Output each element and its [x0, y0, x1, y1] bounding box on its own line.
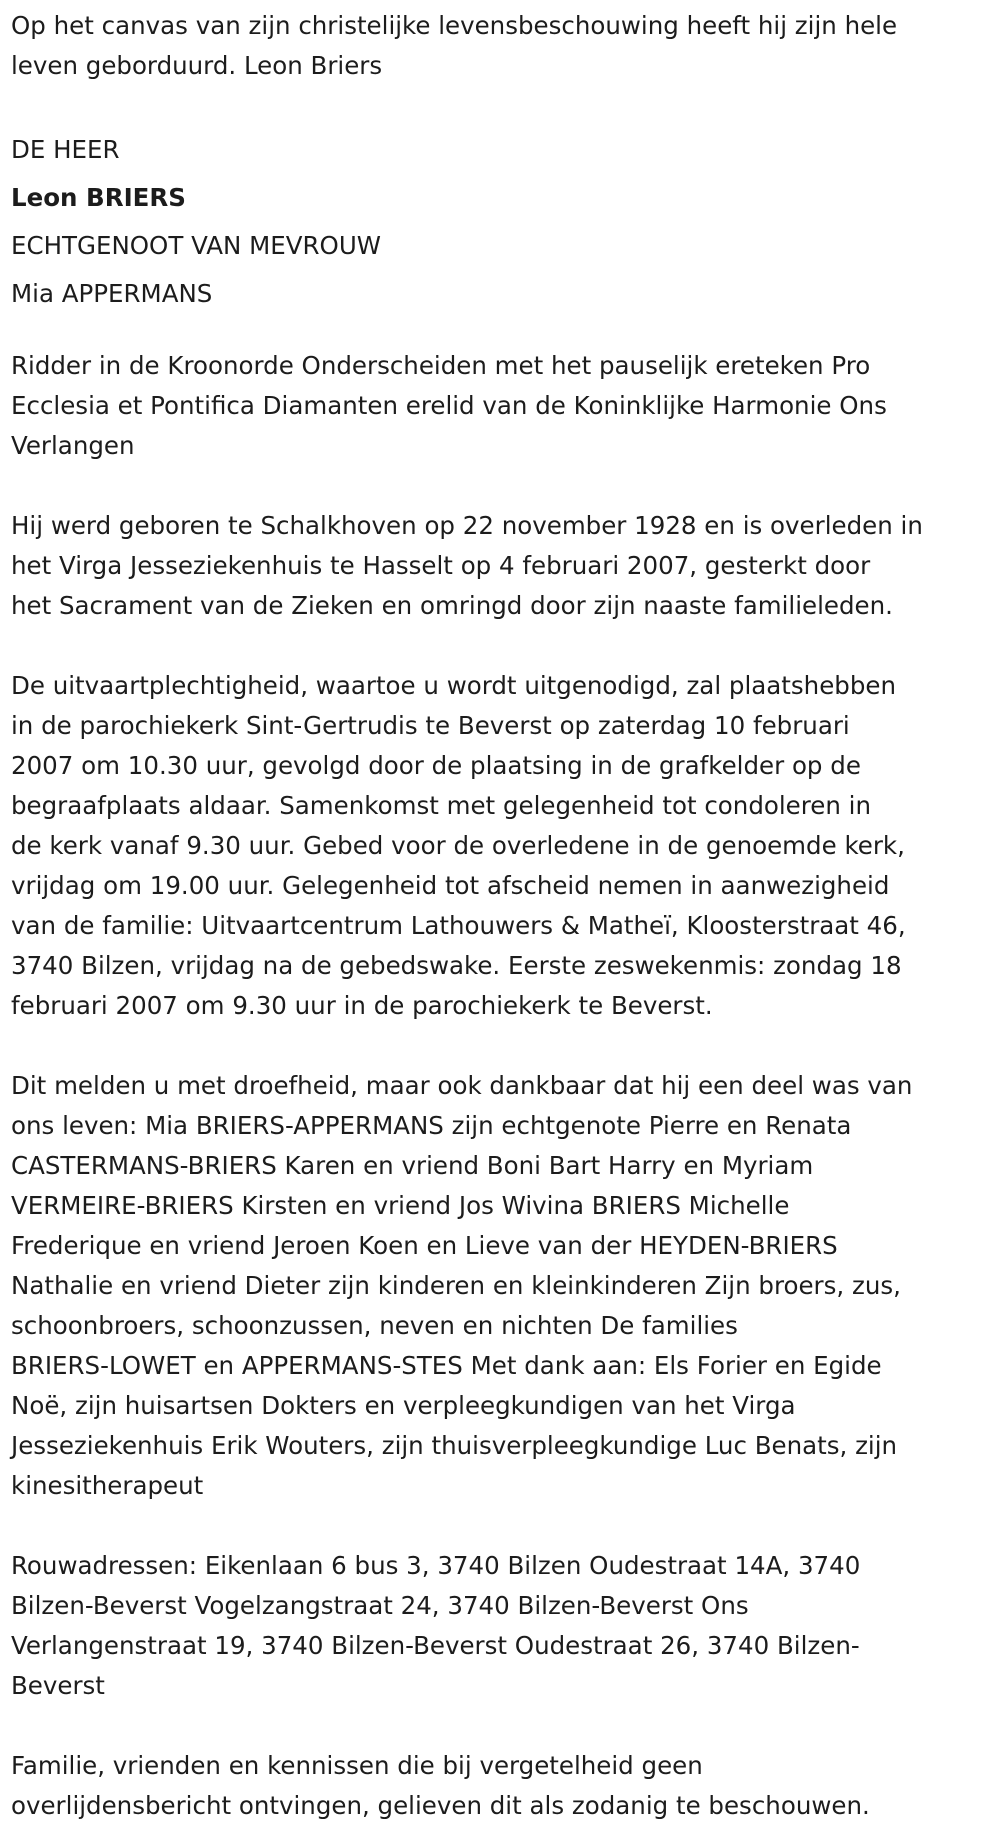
honours-line: Ecclesia et Pontifica Diamanten erelid van de Koninklijke Harmonie Ons	[11, 391, 887, 420]
funeral-line: De uitvaartplechtigheid, waartoe u wordt uitgenodigd, zal plaatshebben	[11, 671, 896, 700]
family-line: VERMEIRE-BRIERS Kirsten en vriend Jos Wivina BRIERS Michelle	[11, 1191, 790, 1220]
birth-death-line: het Virga Jesseziekenhuis te Hasselt op 4 februari 2007, gesterkt door	[11, 551, 871, 580]
address-line: Beverst	[11, 1671, 105, 1700]
family-paragraph	[11, 1066, 1000, 1506]
family-line: kinesitherapeut	[11, 1471, 204, 1500]
closing-line: Familie, vrienden en kennissen die bij vergetelheid geen	[11, 1751, 703, 1780]
birth-death-line: Hij werd geboren te Schalkhoven op 22 november 1928 en is overleden in	[11, 511, 923, 540]
honours-paragraph	[11, 346, 1000, 466]
address-line: Bilzen-Beverst Vogelzangstraat 24, 3740 Bilzen-Beverst Ons	[11, 1591, 749, 1620]
family-line: ons leven: Mia BRIERS-APPERMANS zijn echtgenote Pierre en Renata	[11, 1111, 852, 1140]
funeral-line: begraafplaats aldaar. Samenkomst met gelegenheid tot condoleren in	[11, 791, 872, 820]
funeral-line: de kerk vanaf 9.30 uur. Gebed voor de overledene in de genoemde kerk,	[11, 831, 905, 860]
funeral-line: in de parochiekerk Sint-Gertrudis te Beverst op zaterdag 10 februari	[11, 711, 850, 740]
family-line: Frederique en vriend Jeroen Koen en Lieve van der HEYDEN-BRIERS	[11, 1231, 838, 1260]
honours-line: Verlangen	[11, 431, 135, 460]
spouse-name: Mia APPERMANS	[11, 279, 213, 308]
birth-death-paragraph	[11, 506, 1000, 626]
quote-paragraph	[11, 6, 1000, 86]
deceased-header	[11, 126, 1000, 318]
address-line: Verlangenstraat 19, 3740 Bilzen-Beverst Oudestraat 26, 3740 Bilzen-	[11, 1631, 860, 1660]
funeral-line: februari 2007 om 9.30 uur in de parochiekerk te Beverst.	[11, 991, 713, 1020]
deceased-name: Leon BRIERS	[11, 183, 186, 212]
family-line: schoonbroers, schoonzussen, neven en nichten De families	[11, 1311, 738, 1340]
family-line: CASTERMANS-BRIERS Karen en vriend Boni Bart Harry en Myriam	[11, 1151, 814, 1180]
funeral-line: 2007 om 10.30 uur, gevolgd door de plaatsing in de grafkelder op de	[11, 751, 861, 780]
family-line: Noë, zijn huisartsen Dokters en verpleegkundigen van het Virga	[11, 1391, 796, 1420]
address-line: Rouwadressen: Eikenlaan 6 bus 3, 3740 Bilzen Oudestraat 14A, 3740	[11, 1551, 861, 1580]
relation-label: ECHTGENOOT VAN MEVROUW	[11, 231, 382, 260]
funeral-paragraph	[11, 666, 1000, 1026]
salutation: DE HEER	[11, 135, 120, 164]
funeral-line: vrijdag om 19.00 uur. Gelegenheid tot afscheid nemen in aanwezigheid	[11, 871, 890, 900]
funeral-line: van de familie: Uitvaartcentrum Lathouwers & Matheï, Kloosterstraat 46,	[11, 911, 906, 940]
quote-line: leven geborduurd. Leon Briers	[11, 51, 383, 80]
honours-line: Ridder in de Kroonorde Onderscheiden met het pauselijk ereteken Pro	[11, 351, 871, 380]
addresses-paragraph	[11, 1546, 1000, 1706]
closing-paragraph	[11, 1746, 1000, 1826]
family-line: Nathalie en vriend Dieter zijn kinderen en kleinkinderen Zijn broers, zus,	[11, 1271, 901, 1300]
family-line: Jesseziekenhuis Erik Wouters, zijn thuisverpleegkundige Luc Benats, zijn	[11, 1431, 898, 1460]
birth-death-line: het Sacrament van de Zieken en omringd door zijn naaste familieleden.	[11, 591, 893, 620]
closing-line: overlijdensbericht ontvingen, gelieven dit als zodanig te beschouwen.	[11, 1791, 870, 1820]
family-line: BRIERS-LOWET en APPERMANS-STES Met dank aan: Els Forier en Egide	[11, 1351, 882, 1380]
quote-line: Op het canvas van zijn christelijke levensbeschouwing heeft hij zijn hele	[11, 11, 898, 40]
family-line: Dit melden u met droefheid, maar ook dankbaar dat hij een deel was van	[11, 1071, 913, 1100]
funeral-line: 3740 Bilzen, vrijdag na de gebedswake. Eerste zeswekenmis: zondag 18	[11, 951, 902, 980]
